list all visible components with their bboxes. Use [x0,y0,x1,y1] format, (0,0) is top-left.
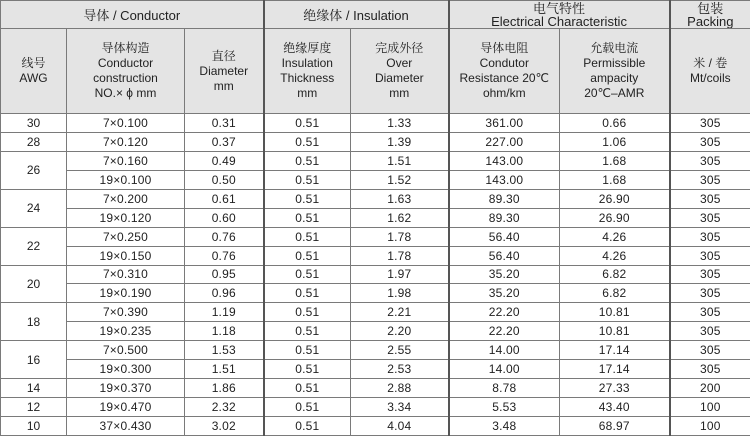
table-row [1,322,750,341]
ampacity-cell: 68.97 [560,417,670,436]
resistance-cell: 8.78 [449,379,560,398]
packing-cell: 305 [670,265,750,284]
ampacity-cell: 43.40 [560,398,670,417]
construction-cell: 19×0.235 [67,322,185,341]
resistance-header-line-2: Condutor [479,56,529,70]
table-row [1,341,750,360]
construction-cell: 7×0.310 [67,265,185,284]
resistance-cell: 56.40 [449,246,560,265]
packing-cell: 305 [670,303,750,322]
over-diameter-header-unit: mm [389,86,410,100]
ampacity-cell: 1.06 [560,132,670,151]
diameter-header-en: Diameter [199,63,249,78]
insulation-thickness-cell: 0.51 [264,189,351,208]
electrical-header-en: Electrical Characteristic [491,13,627,29]
resistance-cell: 14.00 [449,341,560,360]
insulation-thickness-cell: 0.51 [264,151,351,170]
ampacity-cell: 1.68 [560,151,670,170]
over-diameter-cell: 1.51 [351,151,449,170]
diameter-cell: 0.50 [185,170,264,189]
resistance-cell: 35.20 [449,265,560,284]
insulation-thickness-cell: 0.51 [264,284,351,303]
insulation-thickness-cell: 0.51 [264,417,351,436]
diameter-cell: 1.18 [185,322,264,341]
ampacity-cell: 17.14 [560,341,670,360]
construction-cell: 7×0.120 [67,132,185,151]
over-diameter-cell: 1.98 [351,284,449,303]
diameter-cell: 0.96 [185,284,264,303]
resistance-cell: 14.00 [449,360,560,379]
awg-cell: 24 [1,189,67,227]
packing-cell: 100 [670,398,750,417]
over-diameter-cell: 1.63 [351,189,449,208]
packing-cell: 305 [670,246,750,265]
packing-cell: 305 [670,284,750,303]
awg-cell: 10 [1,417,67,436]
packing-cell: 305 [670,341,750,360]
resistance-cell: 143.00 [449,151,560,170]
over-diameter-header-cn: 完成外径 [375,41,424,55]
resistance-cell: 22.20 [449,303,560,322]
table-row [1,114,750,133]
awg-cell: 12 [1,398,67,417]
thickness-header-cn: 绝缘厚度 [283,41,332,55]
awg-cell: 30 [1,114,67,133]
awg-cell: 20 [1,265,67,303]
over-diameter-cell: 1.52 [351,170,449,189]
packing-header-line-2: Mt/coils [689,71,731,85]
awg-column-header [1,29,67,114]
table-row [1,189,750,208]
table-row [1,360,750,379]
insulation-thickness-cell: 0.51 [264,360,351,379]
construction-cell: 7×0.250 [67,227,185,246]
ampacity-cell: 17.14 [560,360,670,379]
ampacity-column-header [560,29,670,114]
packing-cell: 305 [670,208,750,227]
insulation-thickness-cell: 0.51 [264,379,351,398]
over-diameter-cell: 2.21 [351,303,449,322]
awg-header-cn: 线号 [21,56,46,70]
packing-cell: 100 [670,417,750,436]
diameter-cell: 1.19 [185,303,264,322]
construction-cell: 19×0.150 [67,246,185,265]
ampacity-cell: 10.81 [560,303,670,322]
construction-cell: 19×0.100 [67,170,185,189]
awg-cell: 16 [1,341,67,379]
over-diameter-cell: 1.97 [351,265,449,284]
packing-header-en: Packing [687,13,734,29]
over-diameter-cell: 3.34 [351,398,449,417]
table-row [1,246,750,265]
packing-cell: 305 [670,114,750,133]
resistance-cell: 3.48 [449,417,560,436]
construction-cell: 7×0.500 [67,341,185,360]
diameter-cell: 0.76 [185,246,264,265]
electrical-header-cn: 电气特性 [533,0,586,16]
insulation-thickness-cell: 0.51 [264,398,351,417]
over-diameter-cell: 2.53 [351,360,449,379]
construction-header-en-2: construction [93,71,158,85]
resistance-cell: 89.30 [449,189,560,208]
insulation-thickness-cell: 0.51 [264,303,351,322]
ampacity-cell: 4.26 [560,227,670,246]
over-diameter-cell: 1.78 [351,246,449,265]
insulation-group-header: 绝缘体 / Insulation [264,1,449,29]
resistance-header-line-3: Resistance 20℃ [459,71,550,85]
packing-cell: 305 [670,189,750,208]
resistance-cell: 227.00 [449,132,560,151]
diameter-cell: 3.02 [185,417,264,436]
diameter-cell: 0.31 [185,114,264,133]
resistance-cell: 56.40 [449,227,560,246]
table-row [1,151,750,170]
awg-cell: 28 [1,132,67,151]
diameter-cell: 0.61 [185,189,264,208]
resistance-cell: 22.20 [449,322,560,341]
over-diameter-header-en-1: Over [386,56,413,70]
packing-header-line-1: 米 / 卷 [693,56,728,70]
insulation-thickness-column-header [264,29,351,114]
insulation-thickness-cell: 0.51 [264,132,351,151]
packing-cell: 305 [670,170,750,189]
diameter-cell: 2.32 [185,398,264,417]
over-diameter-cell: 4.04 [351,417,449,436]
packing-group-header [670,1,750,29]
table-row [1,284,750,303]
ampacity-header-line-1: 允载电流 [590,41,639,55]
awg-cell: 22 [1,227,67,265]
table-row [1,170,750,189]
insulation-thickness-cell: 0.51 [264,208,351,227]
diameter-header-unit: mm [213,78,234,93]
ampacity-header-line-3: ampacity [590,71,639,85]
packing-cell: 305 [670,151,750,170]
table-row [1,417,750,436]
ampacity-cell: 6.82 [560,284,670,303]
awg-cell: 14 [1,379,67,398]
resistance-column-header [449,29,560,114]
over-diameter-cell: 2.20 [351,322,449,341]
construction-header-cn: 导体构造 [101,41,150,55]
construction-column-header [67,29,185,114]
ampacity-header-line-2: Permissible [583,56,646,70]
diameter-cell: 0.60 [185,208,264,227]
thickness-header-en-2: Thickness [280,71,335,85]
over-diameter-cell: 2.88 [351,379,449,398]
construction-cell: 7×0.100 [67,114,185,133]
resistance-cell: 35.20 [449,284,560,303]
ampacity-cell: 1.68 [560,170,670,189]
thickness-header-en-1: Insulation [281,56,333,70]
diameter-column-header [185,29,264,114]
diameter-cell: 1.86 [185,379,264,398]
over-diameter-cell: 1.78 [351,227,449,246]
insulation-thickness-cell: 0.51 [264,246,351,265]
construction-header-unit: NO.× ϕ mm [94,86,157,100]
ampacity-cell: 26.90 [560,208,670,227]
table-row [1,208,750,227]
table-row [1,265,750,284]
packing-header-cn: 包装 [697,0,724,16]
over-diameter-cell: 1.33 [351,114,449,133]
ampacity-cell: 10.81 [560,322,670,341]
table-row [1,132,750,151]
resistance-header-line-4: ohm/km [482,86,526,100]
resistance-cell: 89.30 [449,208,560,227]
spec-table-body [1,114,750,436]
table-row [1,379,750,398]
diameter-cell: 1.51 [185,360,264,379]
packing-cell: 200 [670,379,750,398]
construction-cell: 19×0.470 [67,398,185,417]
ampacity-cell: 27.33 [560,379,670,398]
packing-cell: 305 [670,132,750,151]
construction-cell: 19×0.120 [67,208,185,227]
packing-cell: 305 [670,227,750,246]
resistance-cell: 143.00 [449,170,560,189]
awg-cell: 18 [1,303,67,341]
thickness-header-unit: mm [297,86,318,100]
diameter-cell: 0.49 [185,151,264,170]
ampacity-cell: 4.26 [560,246,670,265]
table-row [1,303,750,322]
over-diameter-column-header [351,29,449,114]
insulation-thickness-cell: 0.51 [264,114,351,133]
construction-cell: 19×0.300 [67,360,185,379]
awg-header-en: AWG [19,71,48,85]
insulation-thickness-cell: 0.51 [264,170,351,189]
resistance-header-line-1: 导体电阻 [480,41,529,55]
construction-cell: 7×0.160 [67,151,185,170]
resistance-cell: 5.53 [449,398,560,417]
construction-cell: 7×0.390 [67,303,185,322]
insulation-thickness-cell: 0.51 [264,227,351,246]
construction-cell: 19×0.370 [67,379,185,398]
over-diameter-cell: 1.39 [351,132,449,151]
packing-column-header [670,29,750,114]
insulation-thickness-cell: 0.51 [264,341,351,360]
electrical-group-header [449,1,670,29]
insulation-thickness-cell: 0.51 [264,322,351,341]
conductor-group-header: 导体 / Conductor [1,1,264,29]
column-header-row [1,29,750,114]
ampacity-cell: 26.90 [560,189,670,208]
group-header-row [1,1,750,29]
diameter-header-cn: 直径 [211,48,236,63]
ampacity-header-line-4: 20℃–AMR [584,86,645,100]
construction-header-en-1: Conductor [97,56,154,70]
packing-cell: 305 [670,322,750,341]
diameter-cell: 1.53 [185,341,264,360]
packing-cell: 305 [670,360,750,379]
over-diameter-cell: 1.62 [351,208,449,227]
construction-cell: 37×0.430 [67,417,185,436]
over-diameter-cell: 2.55 [351,341,449,360]
insulation-thickness-cell: 0.51 [264,265,351,284]
ampacity-cell: 6.82 [560,265,670,284]
construction-cell: 19×0.190 [67,284,185,303]
over-diameter-header-en-2: Diameter [374,71,424,85]
diameter-cell: 0.95 [185,265,264,284]
table-row [1,398,750,417]
resistance-cell: 361.00 [449,114,560,133]
diameter-cell: 0.76 [185,227,264,246]
awg-cell: 26 [1,151,67,189]
diameter-cell: 0.37 [185,132,264,151]
ampacity-cell: 0.66 [560,114,670,133]
construction-cell: 7×0.200 [67,189,185,208]
table-row [1,227,750,246]
